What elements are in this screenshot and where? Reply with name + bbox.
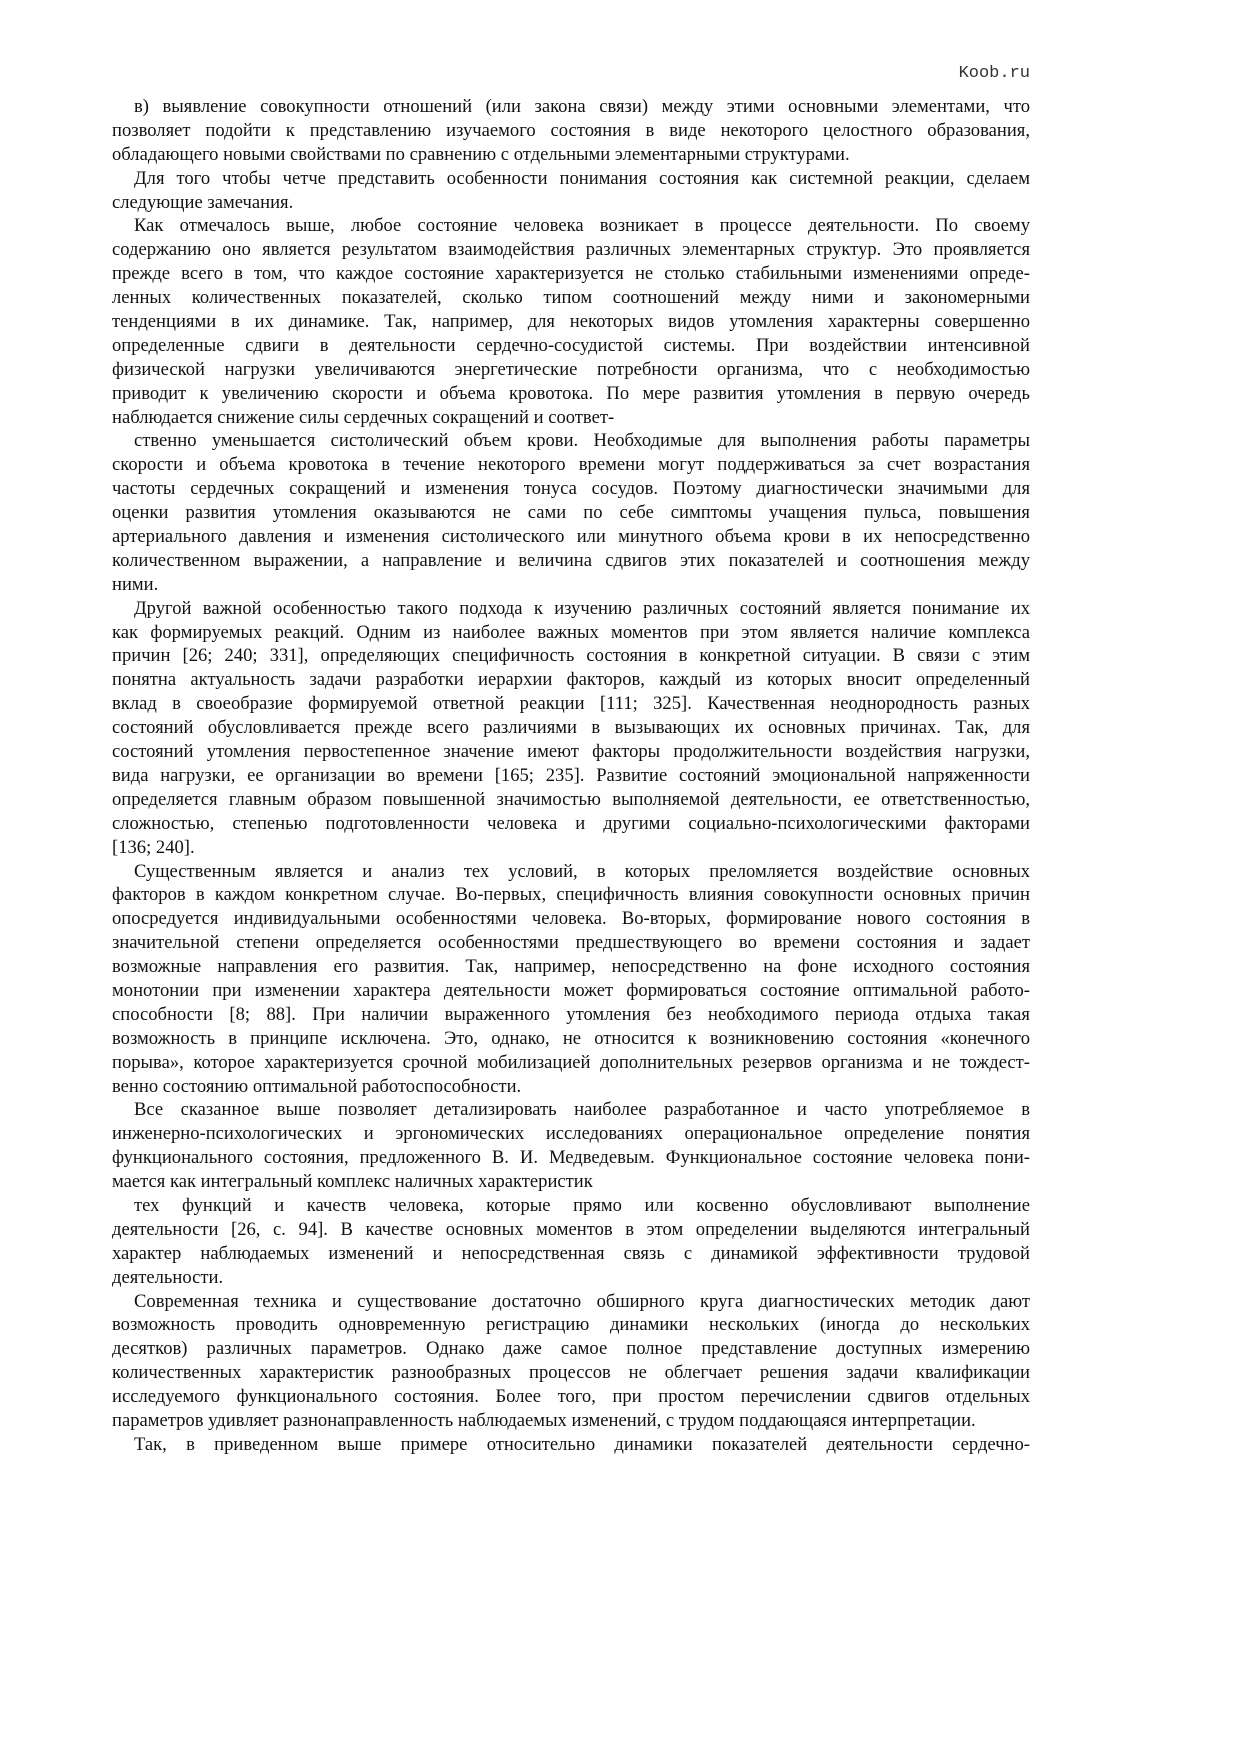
- paragraph: [112, 1098, 1030, 1194]
- paragraph: [112, 1433, 1030, 1457]
- text-line: артериального давления и изменения систолического или минутного объема крови в их непосредственно: [112, 526, 1030, 548]
- text-line: исследуемого функционального состояния. Более того, при простом перечислении сдвигов отдельных: [112, 1386, 1030, 1408]
- text-line: приводит к увеличению скорости и объема кровотока. По мере развития утомления в первую очередь: [112, 382, 1030, 404]
- text-line: способности [8; 88]. При наличии выраженного утомления без необходимого периода отдыха такая: [112, 1003, 1030, 1025]
- text-line: венно состоянию оптимальной работоспособности.: [112, 1075, 522, 1097]
- text-line: количественных характеристик разнообразных процессов не облегчает решения задачи квалификации: [112, 1362, 1030, 1384]
- text-line: Так, в приведенном выше примере относительно динамики показателей деятельности сердечно-: [134, 1433, 1030, 1455]
- text-line: Современная техника и существование достаточно обширного круга диагностических методик дают: [134, 1290, 1030, 1312]
- text-line: характер наблюдаемых изменений и непосредственная связь с динамикой эффективности трудовой: [112, 1242, 1030, 1264]
- text-line: параметров удивляет разнонаправленность наблюдаемых изменений, с трудом поддающаяся интерпретации.: [112, 1409, 976, 1431]
- text-line: ственно уменьшается систолический объем крови. Необходимые для выполнения работы параметры: [134, 430, 1030, 452]
- text-line: понятна актуальность задачи разработки иерархии факторов, каждый из которых вносит определенный: [112, 669, 1030, 691]
- text-line: мается как интегральный комплекс наличных характеристик: [112, 1171, 593, 1193]
- text-line: факторов в каждом конкретном случае. Во-первых, специфичность влияния совокупности основных причин: [112, 884, 1030, 906]
- paragraph: [112, 167, 1030, 215]
- text-line: деятельности [26, с. 94]. В качестве основных моментов в этом определении выделяются интегральный: [112, 1218, 1030, 1240]
- text-line: порыва», которое характеризуется срочной мобилизацией дополнительных резервов организма и не тождест-: [112, 1051, 1030, 1073]
- text-line: функционального состояния, предложенного В. И. Медведевым. Функциональное состояние человека пони-: [112, 1147, 1030, 1169]
- text-line: опосредуется индивидуальными особенностями человека. Во-вторых, формирование нового состояния в: [112, 908, 1030, 930]
- text-line: скорости и объема кровотока в течение некоторого времени могут поддерживаться за счет возрастания: [112, 454, 1030, 476]
- text-line: частоты сердечных сокращений и изменения тонуса сосудов. Поэтому диагностически значимыми для: [112, 478, 1030, 500]
- paragraph: [112, 860, 1030, 1099]
- text-line: оценки развития утомления оказываются не сами по себе симптомы учащения пульса, повышения: [112, 502, 1030, 524]
- text-line: как формируемых реакций. Одним из наиболее важных моментов при этом является наличие комплекса: [112, 621, 1030, 643]
- text-line: вклад в своеобразие формируемой ответной реакции [111; 325]. Качественная неоднородность разных: [112, 693, 1030, 715]
- text-line: прежде всего в том, что каждое состояние характеризуется не столько стабильными изменениями опреде-: [112, 263, 1030, 285]
- text-line: следующие замечания.: [112, 191, 294, 213]
- text-line: состояний обусловливается прежде всего различиями в вызывающих их основных причинах. Так, для: [112, 717, 1030, 739]
- document-body: [112, 95, 1030, 1457]
- text-line: вида нагрузки, ее организации во времени [165; 235]. Развитие состояний эмоциональной напряженности: [112, 764, 1030, 786]
- text-line: ленных количественных показателей, сколько типом соотношений между ними и закономерными: [112, 287, 1030, 309]
- text-line: деятельности.: [112, 1266, 224, 1288]
- text-line: причин [26; 240; 331], определяющих специфичность состояния в конкретной ситуации. В связи с этим: [112, 645, 1030, 667]
- paragraph: [112, 429, 1030, 596]
- text-line: физической нагрузки увеличиваются энергетические потребности организма, что с необходимостью: [112, 358, 1030, 380]
- text-line: наблюдается снижение силы сердечных сокращений и соответ-: [112, 406, 615, 428]
- paragraph: [112, 597, 1030, 860]
- text-line: значительной степени определяется особенностями предшествующего во времени состояния и задает: [112, 932, 1030, 954]
- paragraph: [112, 95, 1030, 167]
- text-line: [136; 240].: [112, 836, 195, 858]
- text-line: сложностью, степенью подготовленности человека и другими социально-психологическими факторами: [112, 812, 1030, 834]
- text-line: позволяет подойти к представлению изучаемого состояния в виде некоторого целостного образования,: [112, 119, 1030, 141]
- text-line: десятков) различных параметров. Однако даже самое полное представление доступных измерению: [112, 1338, 1030, 1360]
- text-line: возможность проводить одновременную регистрацию динамики нескольких (иногда до нескольких: [112, 1314, 1030, 1336]
- text-line: определенные сдвиги в деятельности сердечно-сосудистой системы. При воздействии интенсивной: [112, 334, 1030, 356]
- text-line: возможность в принципе исключена. Это, однако, не относится к возникновению состояния «конечного: [112, 1027, 1030, 1049]
- text-line: Существенным является и анализ тех условий, в которых преломляется воздействие основных: [134, 860, 1030, 882]
- text-line: Все сказанное выше позволяет детализировать наиболее разработанное и часто употребляемое в: [134, 1099, 1030, 1121]
- paragraph: [112, 1194, 1030, 1290]
- text-line: инженерно-психологических и эргономических исследованиях операциональное определение понятия: [112, 1123, 1030, 1145]
- site-watermark: Koob.ru: [958, 64, 1030, 83]
- text-line: определяется главным образом повышенной значимостью выполняемой деятельности, ее ответственностью,: [112, 788, 1030, 810]
- text-line: количественном выражении, а направление и величина сдвигов этих показателей и соотношения между: [112, 549, 1030, 571]
- text-line: Другой важной особенностью такого подхода к изучению различных состояний является понимание их: [134, 597, 1030, 619]
- text-line: состояний утомления первостепенное значение имеют факторы продолжительности воздействия нагрузки,: [112, 741, 1030, 763]
- text-line: возможные направления его развития. Так, например, непосредственно на фоне исходного состояния: [112, 956, 1030, 978]
- text-line: тенденциями в их динамике. Так, например, для некоторых видов утомления характерны совершенно: [112, 311, 1030, 333]
- text-line: Как отмечалось выше, любое состояние человека возникает в процессе деятельности. По своему: [134, 215, 1030, 237]
- paragraph: [112, 214, 1030, 429]
- paragraph: [112, 1290, 1030, 1433]
- text-line: ними.: [112, 573, 159, 595]
- text-line: Для того чтобы четче представить особенности понимания состояния как системной реакции, сделаем: [134, 167, 1030, 189]
- text-line: содержанию оно является результатом взаимодействия различных элементарных структур. Это проявляется: [112, 239, 1030, 261]
- text-line: в) выявление совокупности отношений (или закона связи) между этими основными элементами, что: [134, 96, 1030, 117]
- text-line: тех функций и качеств человека, которые прямо или косвенно обусловливают выполнение: [134, 1194, 1030, 1216]
- text-line: монотонии при изменении характера деятельности может формироваться состояние оптимальной работо-: [112, 979, 1030, 1001]
- text-line: обладающего новыми свойствами по сравнению с отдельными элементарными структурами.: [112, 143, 850, 165]
